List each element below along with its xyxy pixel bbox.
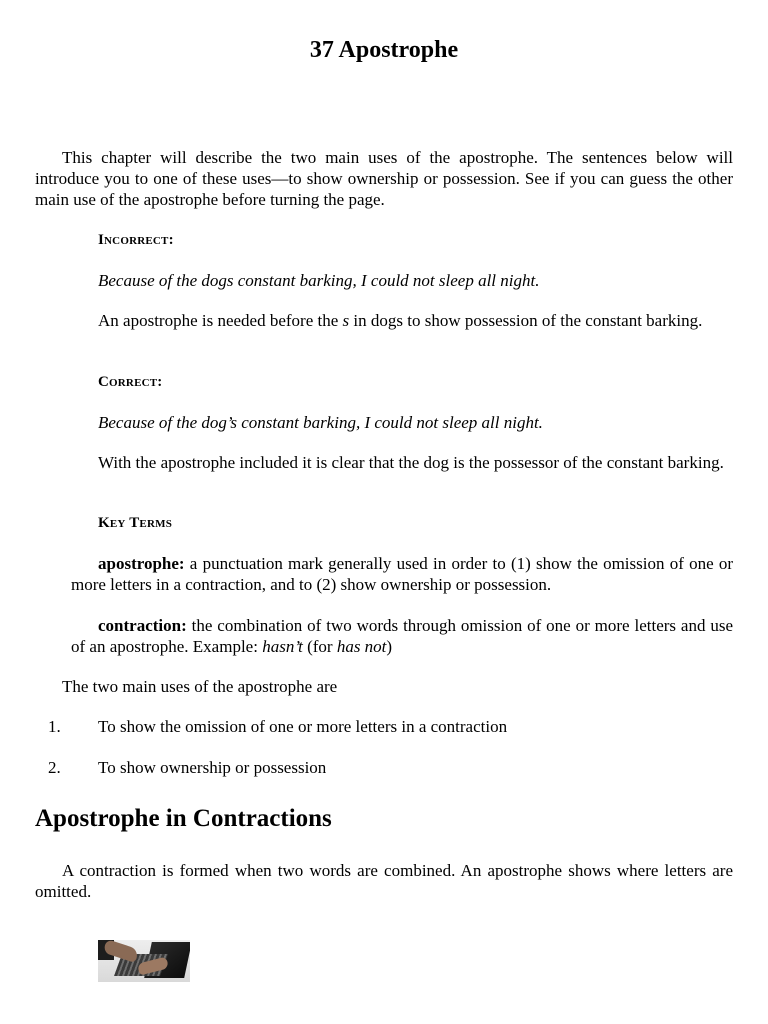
uses-intro: The two main uses of the apostrophe are bbox=[62, 677, 338, 696]
section-heading: Apostrophe in Contractions bbox=[35, 805, 332, 832]
intro-paragraph: This chapter will describe the two main uses of the apostrophe. The sentences below will introduce you to one of these uses—to show ownership or possession. See if you can guess the other main use of the apostrophe before turning the page. bbox=[35, 148, 733, 209]
list-number: 1. bbox=[48, 717, 61, 736]
key-term-apostrophe bbox=[71, 553, 733, 595]
list-item: To show the omission of one or more letters in a contraction bbox=[98, 717, 508, 736]
key-term-example-mid: (for bbox=[302, 637, 337, 656]
key-term-word: contraction: bbox=[98, 616, 187, 635]
incorrect-explanation-rest: in dogs to show possession of the constant barking. bbox=[349, 311, 703, 330]
incorrect-label: Incorrect: bbox=[98, 232, 174, 248]
correct-explanation: With the apostrophe included it is clear that the dog is the possessor of the constant barking. bbox=[98, 453, 724, 472]
key-terms-label: Key Terms bbox=[98, 515, 173, 531]
chapter-title: 37 Apostrophe bbox=[309, 37, 459, 63]
section-paragraph: A contraction is formed when two words are combined. An apostrophe shows where letters are omitted. bbox=[35, 861, 733, 901]
correct-label: Correct: bbox=[98, 374, 163, 390]
key-term-definition: a punctuation mark generally used in order to (1) show the omission of one or more letters in a contraction, and to (2) show ownership or possession. bbox=[71, 554, 733, 594]
laptop-hands-photo bbox=[98, 940, 190, 982]
key-term-example-word: hasn’t bbox=[262, 637, 303, 656]
key-term-example-end: ) bbox=[386, 637, 393, 656]
correct-example: Because of the dog’s constant barking, I could not sleep all night. bbox=[98, 413, 543, 432]
incorrect-explanation-text: An apostrophe is needed before the bbox=[98, 311, 343, 330]
incorrect-explanation bbox=[71, 310, 733, 331]
list-number: 2. bbox=[48, 758, 61, 777]
key-term-word: apostrophe: bbox=[98, 554, 185, 573]
key-term-example-full: has not bbox=[336, 637, 387, 656]
incorrect-explanation-letter: s bbox=[342, 311, 350, 330]
key-term-definition: the combination of two words through omission of one or more letters and use of an apostrophe. Example: bbox=[71, 616, 733, 656]
key-term-contraction bbox=[71, 615, 733, 657]
incorrect-example: Because of the dogs constant barking, I could not sleep all night. bbox=[98, 271, 540, 290]
list-item: To show ownership or possession bbox=[98, 758, 327, 777]
